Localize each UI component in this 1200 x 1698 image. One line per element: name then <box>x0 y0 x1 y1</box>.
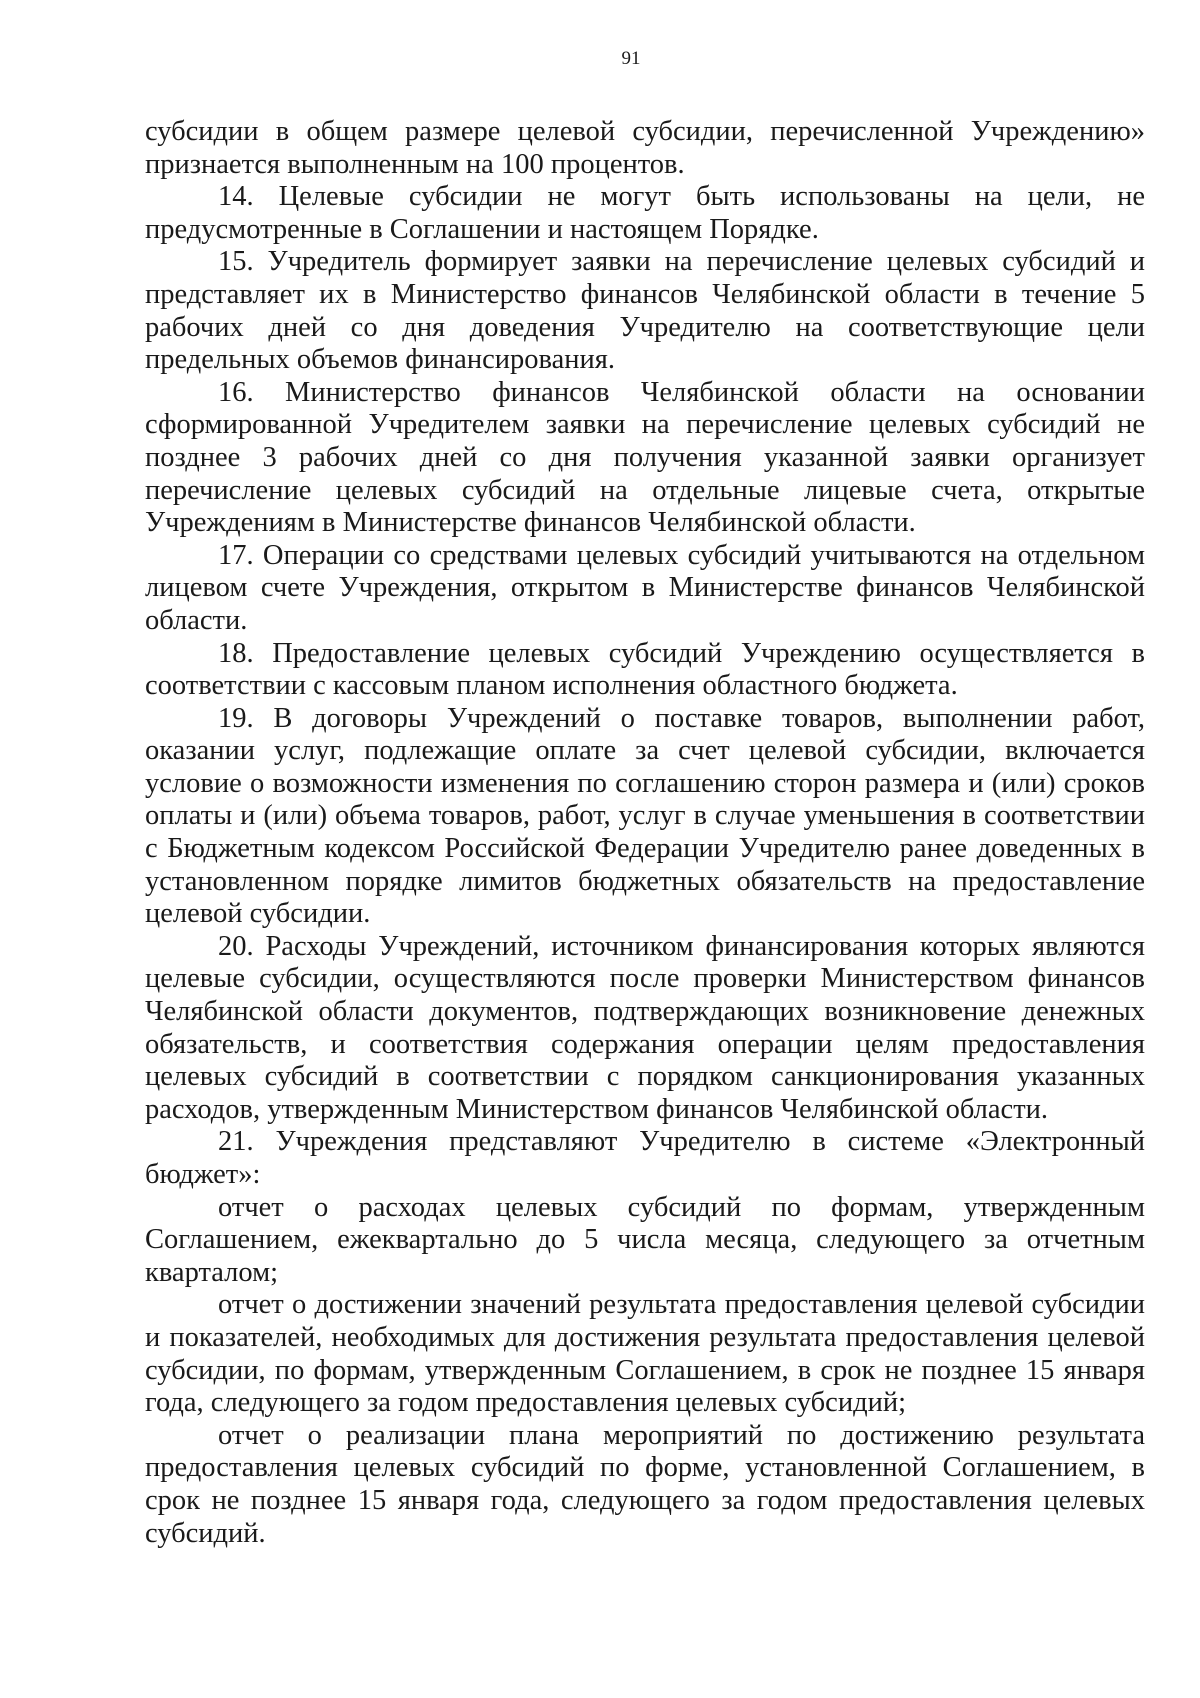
paragraph-20: 20. Расходы Учреждений, источником финансирования которых являются целевые субсидии, осуществляются после проверки Министерством финансов Челябинской области документов, подтверждающих возникновение денежных обязательств, и соответствия содержания операции целям предоставления целевых субсидий в соответствии с порядком санкционирования указанных расходов, утвержденным Министерством финансов Челябинской области. <box>145 930 1145 1125</box>
paragraph-16: 16. Министерство финансов Челябинской области на основании сформированной Учредителем заявки на перечисление целевых субсидий не позднее 3 рабочих дней со дня получения указанной заявки организует перечисление целевых субсидий на отдельные лицевые счета, открытые Учреждениям в Министерстве финансов Челябинской области. <box>145 376 1145 539</box>
paragraph-21-item-results-report: отчет о достижении значений результата предоставления целевой субсидии и показателей, необходимых для достижения результата предоставления целевой субсидии, по формам, утвержденным Соглашением, в срок не позднее 15 января года, следующего за годом предоставления целевых субсидий; <box>145 1289 1145 1419</box>
paragraph-15: 15. Учредитель формирует заявки на перечисление целевых субсидий и представляет их в Министерство финансов Челябинской области в течение 5 рабочих дней со дня доведения Учредителю на соответствующие цели предельных объемов финансирования. <box>145 246 1145 376</box>
page-number: 91 <box>621 48 641 69</box>
paragraph-continuation: субсидии в общем размере целевой субсидии, перечисленной Учреждению» признается выполненным на 100 процентов. <box>145 116 1145 180</box>
paragraph-21-item-expense-report: отчет о расходах целевых субсидий по формам, утвержденным Соглашением, ежеквартально до 5 числа месяца, следующего за отчетным кварталом; <box>145 1191 1145 1288</box>
paragraph-21: 21. Учреждения представляют Учредителю в системе «Электронный бюджет»: <box>145 1126 1145 1190</box>
paragraph-17: 17. Операции со средствами целевых субсидий учитываются на отдельном лицевом счете Учреждения, открытом в Министерстве финансов Челябинской области. <box>145 539 1145 636</box>
paragraph-21-item-plan-report: отчет о реализации плана мероприятий по достижению результата предоставления целевых субсидий по форме, установленной Соглашением, в срок не позднее 15 января года, следующего за годом предоставления целевых субсидий. <box>145 1419 1145 1549</box>
document-body <box>145 116 1145 1550</box>
paragraph-14: 14. Целевые субсидии не могут быть использованы на цели, не предусмотренные в Соглашении и настоящем Порядке. <box>145 181 1145 245</box>
paragraph-18: 18. Предоставление целевых субсидий Учреждению осуществляется в соответствии с кассовым планом исполнения областного бюджета. <box>145 637 1145 702</box>
paragraph-19: 19. В договоры Учреждений о поставке товаров, выполнении работ, оказании услуг, подлежащие оплате за счет целевой субсидии, включается условие о возможности изменения по соглашению сторон размера и (или) сроков оплаты и (или) объема товаров, работ, услуг в случае уменьшения в соответствии с Бюджетным кодексом Российской Федерации Учредителю ранее доведенных в установленном порядке лимитов бюджетных обязательств на предоставление целевой субсидии. <box>145 702 1145 930</box>
